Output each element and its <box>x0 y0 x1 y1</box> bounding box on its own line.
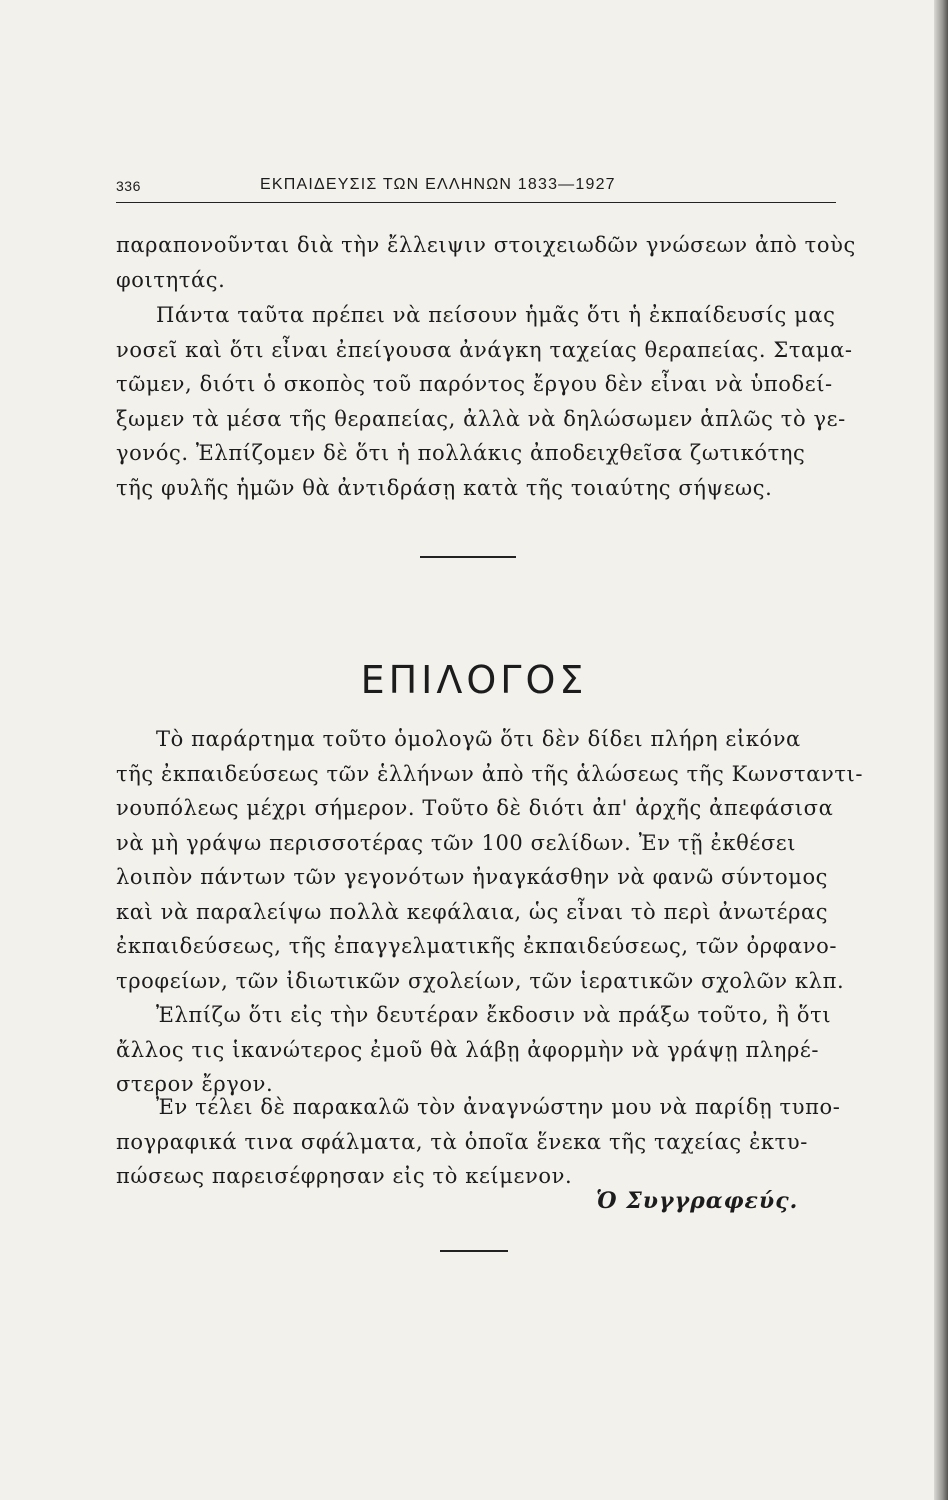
running-title: ΕΚΠΑΙΔΕΥΣΙΣ ΤΩΝ ΕΛΛΗΝΩΝ 1833—1927 <box>260 176 616 193</box>
text-line: ἐκπαιδεύσεως, τῆς ἐπαγγελματικῆς ἐκπαιδεύσεως, τῶν ὀρφανο- <box>116 934 838 958</box>
text-line: Τὸ παράρτημα τοῦτο ὁμολογῶ ὅτι δὲν δίδει πλήρη εἰκόνα <box>156 727 801 751</box>
text-line: λοιπὸν πάντων τῶν γεγονότων ἠναγκάσθην νὰ φανῶ σύντομος <box>116 865 829 889</box>
text-line: στερον ἔργον. <box>116 1072 274 1096</box>
epilogue-paragraph <box>116 1090 846 1194</box>
section-divider <box>420 556 516 558</box>
epilogue-paragraph <box>116 998 846 1102</box>
paragraph-continuation <box>116 228 856 297</box>
text-line: Ἐν τέλει δὲ παρακαλῶ τὸν ἀναγνώστην μου νὰ παρίδῃ τυπο- <box>156 1095 841 1119</box>
text-line: τῆς ἐκπαιδεύσεως τῶν ἑλλήνων ἀπὸ τῆς ἁλώσεως τῆς Κωνσταντι- <box>116 761 864 786</box>
page-number: 336 <box>116 178 141 194</box>
text-line: ἄλλος τις ἱκανώτερος ἐμοῦ θὰ λάβῃ ἀφορμὴν νὰ γράψῃ πληρέ- <box>116 1037 820 1062</box>
text-line: Ἐλπίζω ὅτι εἰς τὴν δευτέραν ἔκδοσιν νὰ πράξω τοῦτο, ἢ ὅτι <box>156 1003 832 1027</box>
page-header <box>116 174 836 203</box>
section-title: ΕΠΙΛΟΓΟΣ <box>360 658 588 702</box>
text-line: τροφείων, τῶν ἰδιωτικῶν σχολείων, τῶν ἱερατικῶν σχολῶν κλπ. <box>116 968 845 993</box>
text-line: νοσεῖ καὶ ὅτι εἶναι ἐπείγουσα ἀνάγκη ταχείας θεραπείας. Σταμα- <box>116 337 853 362</box>
page-edge-shadow <box>934 0 948 1500</box>
end-divider <box>440 1250 508 1252</box>
text-line: καὶ νὰ παραλείψω πολλὰ κεφάλαια, ὡς εἶναι τὸ περὶ ἀνωτέρας <box>116 899 829 924</box>
paragraph-conclusion <box>116 298 853 505</box>
text-line: νουπόλεως μέχρι σήμερον. Τοῦτο δὲ διότι ἀπ' ἀρχῆς ἀπεφάσισα <box>116 796 834 820</box>
text-line: παραπονοῦνται διὰ τὴν ἔλλειψιν στοιχειωδῶν γνώσεων ἀπὸ τοὺς <box>116 233 856 257</box>
text-line: νὰ μὴ γράψω περισσοτέρας τῶν 100 σελίδων. Ἐν τῇ ἐκθέσει <box>116 830 797 855</box>
text-line: πώσεως παρεισέφρησαν εἰς τὸ κείμενον. <box>116 1164 573 1188</box>
text-line: πογραφικά τινα σφάλματα, τὰ ὁποῖα ἕνεκα τῆς ταχείας ἐκτυ- <box>116 1129 808 1154</box>
author-signature: Ὁ Συγγραφεύς. <box>596 1188 799 1214</box>
epilogue-paragraph <box>116 722 864 998</box>
text-line: ξωμεν τὰ μέσα τῆς θεραπείας, ἀλλὰ νὰ δηλώσωμεν ἁπλῶς τὸ γε- <box>116 406 846 431</box>
text-line: φοιτητάς. <box>116 267 226 292</box>
text-line: τῶμεν, διότι ὁ σκοπὸς τοῦ παρόντος ἔργου δὲν εἶναι νὰ ὑποδεί- <box>116 372 833 396</box>
text-line: τῆς φυλῆς ἡμῶν θὰ ἀντιδράσῃ κατὰ τῆς τοιαύτης σήψεως. <box>116 475 773 500</box>
text-line: γονός. Ἐλπίζομεν δὲ ὅτι ἡ πολλάκις ἀποδειχθεῖσα ζωτικότης <box>116 441 806 465</box>
text-line: Πάντα ταῦτα πρέπει νὰ πείσουν ἡμᾶς ὅτι ἡ ἐκπαίδευσίς μας <box>156 303 836 327</box>
